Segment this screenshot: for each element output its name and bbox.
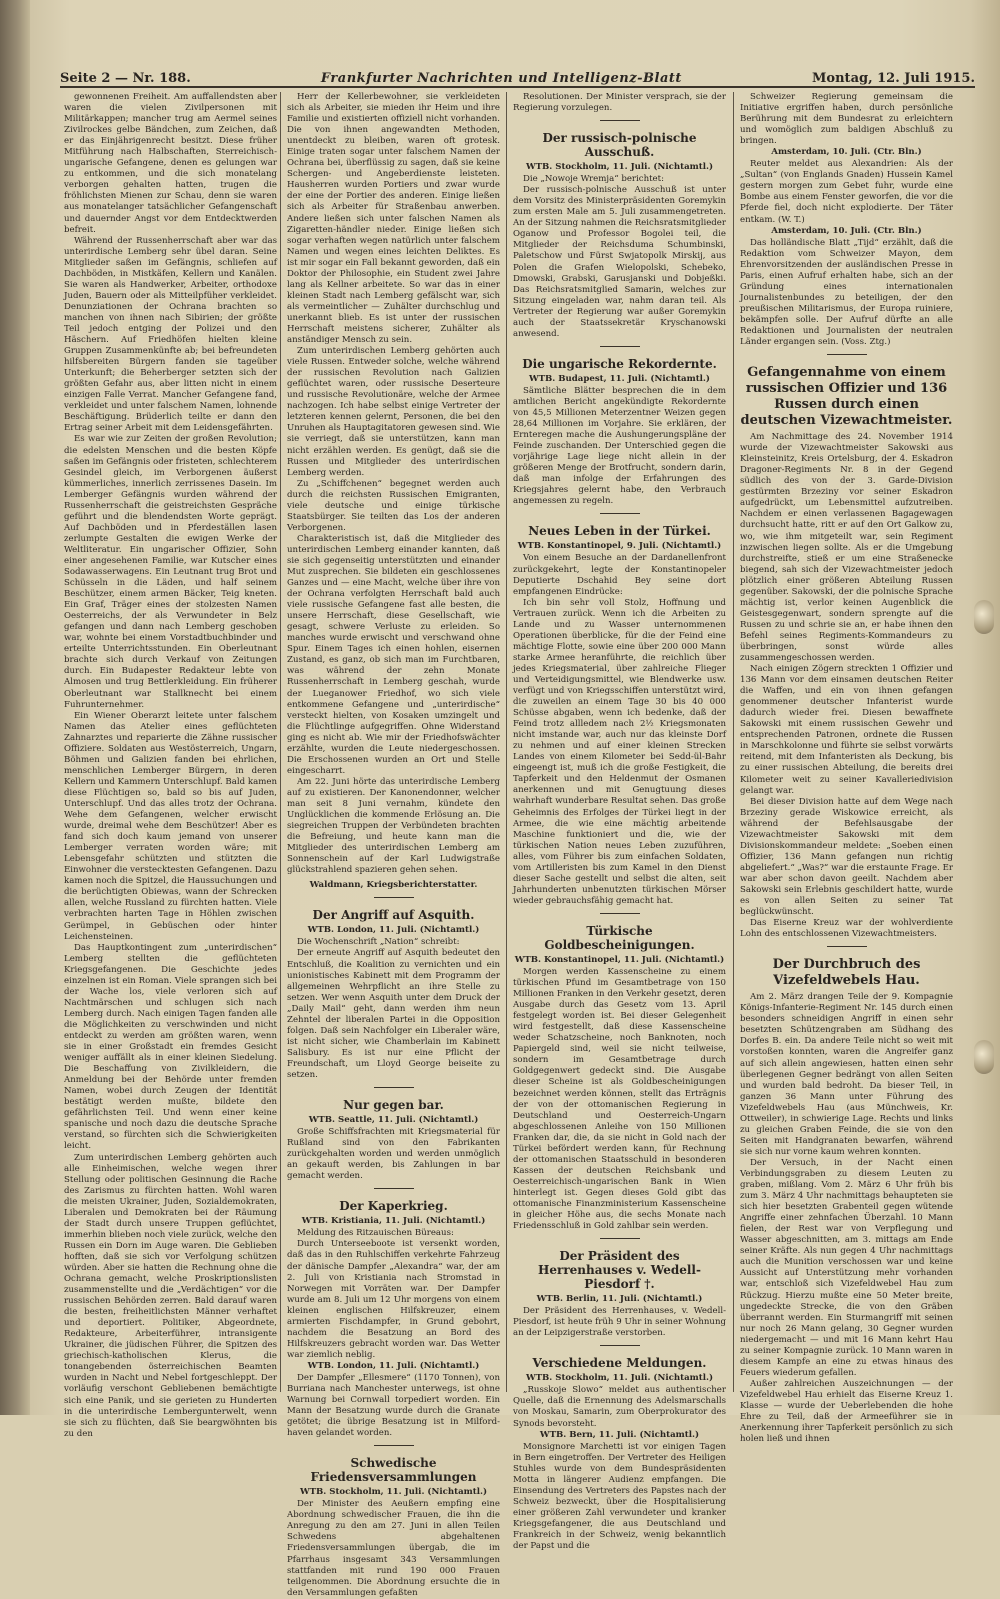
- divider: [600, 913, 640, 914]
- dateline: WTB. Stockholm, 11. Juli. (Nichtamtl.): [299, 1487, 488, 1498]
- divider: [600, 1345, 640, 1346]
- paragraph: Der Präsident des Herrenhauses, v. Wedell-Piesdorf, ist heute früh 9 Uhr in seiner Wohnung an der Leipzigerstraße verstorben.: [513, 1306, 726, 1339]
- paragraph: Der Minister des Aeußern empfing eine Abordnung schwedischer Frauen, die ihn die Anregung zu den am 27. Juni in allen Teilen Schwedens abgehaltenen Friedensversammlungen übergab, die im Pfarrhaus insgesamt 343 Versammlungen stattfanden mit rund 190 000 Frauen teilgenommen. Die Abordnung ersuchte die in den Versammlungen gefaßten: [287, 1499, 500, 1598]
- column-rule: [280, 92, 281, 1392]
- column-1: [64, 92, 277, 1439]
- dateline: WTB. London, 11. Juli. (Nichtamtl.): [307, 925, 480, 936]
- paragraph: Von einem Besuche an der Dardanellenfront zurückgekehrt, legte der Konstantinopeler Deputierte Dschahid Bey seine dort empfangenen Eindrücke:: [513, 553, 726, 597]
- headline: Die ungarische Rekordernte.: [522, 356, 717, 371]
- dateline: WTB. London, 11. Juli. (Nichtamtl.): [307, 1360, 480, 1371]
- dateline: WTB. Bern, 11. Juli. (Nichtamtl.): [539, 1429, 700, 1440]
- paragraph: Nach einigen Zögern streckten 1 Offizier und 136 Mann vor dem einsamen deutschen Reiter die Waffen, und ein von ihnen gefangen genommener deutscher Infanterist wurde dadurch wieder frei. Diesen bewaffnete Sakowski mit einem russischen Gewehr und entsprechenden Patronen, ordnete die Russen in Marschkolonne und führte sie selbst vorwärts reitend, mit dem Infanteristen als Deckung, bis zu einer russischen Abteilung, die bereits drei Kilometer weit zu seiner Kavalleriedivision gelangt war.: [740, 664, 953, 796]
- paragraph: Der Dampfer „Ellesmere“ (1170 Tonnen), von Burriana nach Manchester unterwegs, ist ohne Warnung bei Cornwall torpediert worden. Ein Mann der Besatzung wurde durch die Granate getötet; die übrige Besatzung ist in Milford-haven gelandet worden.: [287, 1372, 500, 1439]
- paragraph: Schweizer Regierung gemeinsam die Initiative ergriffen haben, durch persönliche Berührung mit dem Bundesrat zu erleichtern und womöglich zum baldigen Abschluß zu bringen.: [740, 92, 953, 147]
- dateline: WTB. Budapest, 11. Juli. (Nichtamtl.): [528, 373, 710, 384]
- column-4: [740, 92, 953, 1445]
- page-number: Seite 2 — Nr. 188.: [60, 71, 191, 86]
- binding-edge: [0, 0, 30, 1415]
- author-signature: Waldmann, Kriegsberichterstatter.: [309, 880, 478, 891]
- divider: [600, 346, 640, 347]
- masthead: [60, 60, 975, 88]
- headline: Der Durchbruch des Vizefeldwebels Hau.: [772, 957, 921, 989]
- divider: [600, 1238, 640, 1239]
- binding-hole: [974, 600, 994, 634]
- paragraph: Ich bin sehr voll Stolz, Hoffnung und Vertrauen zurück. Wenn ich die Arbeiten zu Lande und zu Wasser unternommenen Operationen überblicke, für die der Feind eine mächtige Flotte, sowie eine über 200 000 Mann starke Armee heranführte, die reichlich über jedes Kriegsmaterial, über zahlreiche Flieger und Verteidigungsmittel, wie Blendwerke usw. verfügt und von Kriegsschiffen unterstützt wird, die zuweilen an einem Tage 30 bis 40 000 Schüsse abgaben, wenn ich bedenke, daß der Feind trotz allledem nach 2½ Kriegsmonaten nicht imstande war, auch nur das kleinste Dorf zu nehmen und auf einer kleinen Strecken Landes von einem Kilometer bei Sedd-ül-Bahr eingeengt ist, muß ich die große Festigkeit, die Tapferkeit und den Heldenmut der Osmanen anerkennen und mit Genugtuung dieses wahrhaft wunderbare Resultat sehen. Das große Geheimnis des Erfolges der Türkei liegt in der Armee, die wie eine mächtig arbeitende Maschine funktioniert und die, wie der türkischen Nation neues Leben zuzuführen, alles, vom Führer bis zum einfachen Soldaten, vom Artilleristen bis zum Kamel in den Dienst dieser Sache gestellt und selbst die alten, seit Jahrhunderten unbenutzten türkischen Mörser wieder gebrauchsfähig gemacht hat.: [513, 597, 726, 906]
- dateline: WTB. Seattle, 11. Juli. (Nichtamtl.): [308, 1115, 479, 1126]
- paragraph: Morgen werden Kassenscheine zu einem türkischen Pfund im Gesamtbetrage von 150 Millionen Franken in den Verkehr gesetzt, deren Ausgabe durch das Gesetz vom 13. April festgelegt worden ist. Bei dieser Gelegenheit wird festgestellt, daß diese Kassenscheine weder Schatzscheine, noch Banknoten, noch Papiergeld sind, weil sie nicht teilweise, sondern im Gesamtbetrage durch Goldgegenwert gedeckt sind. Die Ausgabe dieser Scheine ist als Goldbescheinigungen bezeichnet werden können, stellt das Erträgnis der von der ottomanischen Regierung in Deutschland und Oesterreich-Ungarn abgeschlossenen Anleihe von 150 Millionen Franken dar, die, da sie nicht in Gold nach der Türkei befördert werden kann, für Rechnung der ottomanischen Staatsschuld in besonderen Kassen der deutschen Reichsbank und Oesterreichisch-ungarischen Bank in Wien hinterlegt ist. Gegen dieses Gold gibt das ottomanische Finanzministerium Kassenscheine in gleicher Höhe aus, die sechs Monate nach Friedensschluß in Gold zahlbar sein werden.: [513, 967, 726, 1232]
- paragraph: Das Eiserne Kreuz war der wohlverdiente Lohn des entschlossenen Vizewachtmeisters.: [740, 918, 953, 940]
- dateline: WTB. Stockholm, 11. Juli. (Nichtamtl.): [525, 1373, 714, 1384]
- divider: [600, 120, 640, 121]
- paragraph: Der Versuch, in der Nacht einen Verbindungsgraben zu diesem Leuten zu graben, mißlang. Vom 2. März 6 Uhr früh bis zum 3. März 4 Uhr nachmittags behaupteten sie sich hier besetzten Grabenteil gegen wütende Angriffe einer zehnfachen Überzahl. 10 Mann fielen, der Rest war von Verpflegung und Wasser abgeschnitten, am 3. mittags am Ende seiner Kräfte. Als nun gegen 4 Uhr nachmittags auch die Munition verschossen war und keine Aussicht auf Unterstützung mehr vorhanden war, entschloß sich Vizefeldwebel Hau zum Rückzug. Hierzu mußte eine 50 Meter breite, ungedeckte Strecke, die von den Gräben überrannt werden. Ein Sturmangriff mit seinen nur noch 26 Mann gelang, 30 Gegner wurden niedergemacht — und mit 16 Mann kehrt Hau zu seiner Kompagnie zurück. 10 Mann waren in diesem Kampfe an eine zu etwas hinaus des Feuers wiederum gefallen.: [740, 1157, 953, 1378]
- paragraph: Herr der Kellerbewohner, sie verkleideten sich als Arbeiter, sie mieden ihr Heim und ihre Familie und existierten offiziell nicht vorhanden. Die von ihnen angewandten Methoden, unentdeckt zu bleiben, waren oft grotesk. Einige traten sogar unter falschem Namen der Ochrana bei, überflüssig zu sagen, daß sie keine Schergen- und Angeberdienste leisteten. Hausherren wurden Portiers und zwar wurde der eine der Portier des anderen. Einige ließen sich als Arbeiter für Straßenbau anwerben. Andere ließen sich unter falschen Namen als Zigaretten-händler nieder. Einige ließen sich sogar verhaften wegen natürlich unter falschem Namen und wegen eines leichten Deliktes. Es ist mir sogar ein Fall bekannt geworden, daß ein Doktor der Philosophie, ein Student zwei Jahre lang als Kellner arbeitete. So war das in einer kleinen Stadt nach Lemberg gefälscht war, sich als vermeintlicher — Zuhälter durchschlug und unerkannt blieb. Es ist unter der russischen Herrschaft meistens sicherer, Zuhälter als anständiger Mensch zu sein.: [287, 92, 500, 346]
- dateline: WTB. Konstantinopel, 9. Juli. (Nichtamtl.): [517, 541, 722, 552]
- paragraph: gewonnenen Freiheit. Am auffallendsten aber waren die vielen Zivilpersonen mit Militärkappen; mancher trug am Aermel seines Zivilrockes gelbe Bändchen, zum Zeichen, daß er das Einjährigenrecht besitzt. Diese früher Mitführung nach Halbschaften, Sterreichisch-ungarische Gefangene, denen es gelungen war zu entkommen, und die sich monatelang verborgen gehalten hatten, trugen die fröhlichsten Mienen zur Schau, denn sie waren aus monatelanger tatsächlicher Gefangenschaft und dauernder Angst vor dem Entdecktwerden befreit.: [64, 92, 277, 235]
- paragraph: Zum unterirdischen Lemberg gehörten auch alle Einheimischen, welche wegen ihrer Stellung oder politischen Gesinnung die Rache des Zarismus zu fürchten hatten. Wohl waren die meisten Ukrainer, Juden, Sozialdemokraten, Liberalen und Demokraten bei der Räumung der Stadt durch unsere Truppen geflüchtet, immerhin blieben noch viele zurück, welche den Russen ein Dorn im Auge waren. Die Geblieben hofften, daß sie sich vor Verfolgung schützen würden. Aber sie hatten die Rechnung ohne die Ochrana gemacht, welche Proskriptionslisten zusammenstellte und die „Verdächtigen“ vor die russischen Behörden zerren. Bald darauf waren die besten, freiheitlichsten Männer verhaftet und deportiert. Politiker, Abgeordnete, Redakteure, Arbeiterführer, intransigente Ukrainer, die jüdischen Führer, die Spitzen des griechisch-katholischen Klerus, die tonangebenden österreichischen Beamten wurden in Nacht und Nebel fortgeschleppt. Der vorläufig verschont Gebliebenen bemächtigte sich eine Panik, und sie gerieten zu Hunderten in die unterirdische Lembergunterwelt, wenn sie sich zu flüchten, daß Sie beargwöhnten bis zu den: [64, 1152, 277, 1439]
- headline: Verschiedene Meldungen.: [532, 1356, 707, 1371]
- paragraph: Resolutionen. Der Minister versprach, sie der Regierung vorzulegen.: [513, 92, 726, 114]
- paragraph: Monsignore Marchetti ist vor einigen Tagen in Bern eingetroffen. Der Vertreter des Heiligen Stuhles wurde von dem Bundespräsidenten Motta in längerer Audienz empfangen. Die Einsendung des Vertreters des Papstes nach der Schweiz bezweckt, über die Hospitalisierung einer größeren Zahl verwundeter und kranker Kriegsgefangener, die aus Deutschland und Frankreich in der Schweiz, wenig bekanntlich der Papst und die: [513, 1441, 726, 1552]
- paragraph: Der russisch-polnische Ausschuß ist unter dem Vorsitz des Ministerpräsidenten Goremykin zum ersten Male am 5. Juli zusammengetreten. An der Sitzung nahmen die Reichsratsmitglieder Oganow und Professor Bogolei teil, die Mitglieder der Reichsduma Schumbinski, Paletschow und Fürst Swjatopolk Mirskij, aus Polen die Grafen Wielopolski, Schebeko, Dmowski, Grabski, Garusjanski und Dobjeßki. Das Reichsratsmitglied Samarin, welches zur Sitzung eingeladen war, nahm daran teil. Als Vertreter der Regierung war außer Goremykin auch der Staatssekretär Kryschanowski anwesend.: [513, 185, 726, 339]
- headline: Schwedische Friedensversammlungen: [310, 1456, 477, 1485]
- divider: [374, 1188, 414, 1189]
- headline: Der Kaperkrieg.: [339, 1199, 448, 1214]
- paragraph: Die „Nowoje Wremja“ berichtet:: [523, 174, 664, 185]
- paragraph: Außer zahlreichen Auszeichnungen — der Vizefeldwebel Hau erhielt das Eiserne Kreuz 1. Klasse — wurde der Ueberlebenden die hohe Ehre zu Teil, daß der Armeeführer sie in Anerkennung ihrer Tapferkeit persönlich zu sich holen ließ und ihnen: [740, 1378, 953, 1445]
- paragraph: Das Hauptkontingent zum „unterirdischen“ Lemberg stellten die geflüchteten Kriegsgefangenen. Die Geschichte jedes einzelnen ist ein Roman. Viele sprangen sich bei der Wache los, viele verloren sich auf Nachtmärschen und schlugen sich nach Lemberg durch. Nach einigen Tagen fanden alle die Möglichkeiten zu verschwinden und nicht entdeckt zu werden am größten waren, wenn sie in einer Großstadt ein fremdes Gesicht weniger auffällt als in einer kleinen Siedelung. Die Beschaffung von Zivilkleidern, die Anmeldung bei der Behörde unter fremden Namen, wobei durch Zeugen der Identität bestätigt werden mußte, bildete den gefährlichsten Teil. Und wenn einer keine spanische und noch dazu die deutsche Sprache verstand, so fürchten sich die Schwierigkeiten leicht.: [64, 942, 277, 1152]
- paragraph: Während der Russenherrschaft aber war das unterirdische Lemberg sehr übel daran. Seine Mitglieder saßen im Gefängnis, schliefen auf Dachböden, in Mistkäfen, Kellern und Kanälen. Sie waren als Handwerker, Arbeiter, orthodoxe Juden, Bauern oder als Mitteilpfüher verkleidet. Denunziationen der Ochrana brachten so manchen von ihnen nach Sibirien; der größte Teil jedoch entging der Polizei und den Häschern. Auf Friedhöfen hielten kleine Gruppen Zusammenkünfte ab; bei befreundeten hilfsbereiten Bürgern fanden sie tageüber Unterkunft; die Beherberger setzten sich der größten Gefahr aus, aber litten nicht in einem einzigen Falle Verrat. Mancher Gefangene fand, verkleidet und unter falschem Namen, lohnende Beschäftigung. Brüderlich teilte er dann den Ertrag seiner Arbeit mit dem Leidensgefährten.: [64, 235, 277, 434]
- paragraph: Sämtliche Blätter besprechen die in dem amtlichen Bericht angekündigte Rekordernte von 45,5 Millionen Meterzentner Weizen gegen 28,64 Millionen im Vorjahre. Sie erklären, der Ernteregen mache die Aushungerungspläne der Feinde zuschanden. Der Unterschied gegen die vorjährige Lage liege nicht allein in der größeren Menge der Brotfrucht, sondern darin, daß man infolge der Erfahrungen des Kriegsjahres gelernt habe, den Verbrauch angemessen zu regeln.: [513, 385, 726, 507]
- paragraph: Am 2. März drangen Teile der 9. Kompagnie Königs-Infanterie-Regiment Nr. 145 durch einen besonders schneidigen Angriff in einen sehr besetzten Schützengraben am Südhang des Dorfes B. ein. Da andere Teile nicht so weit mit vorstoßen konnten, waren die Angreifer ganz auf sich allein angewiesen, hatten einen sehr überlegenen Gegner bedrängt von allen Seiten und wurden bald bedroht. Da bieser Teil, in ganzen 36 Mann unter Führung des Vizefeldwebels Hau (aus Münchweis, Kr. Ottweiler), in schwierige Lage. Rechts und links zu gleichen Graben Feinde, die sie von den Seiten mit Handgranaten bewarfen, während sie sich nur vorne kaum wehren konnten.: [740, 992, 953, 1157]
- dateline: WTB. Konstantinopel, 11. Juli. (Nichtamtl.): [514, 954, 725, 965]
- paragraph: Ein Wiener Oberarzt leitete unter falschem Namen das Atelier eines geflüchteten Zahnarztes und reparierte die Zähne russischer Offiziere. Soldaten aus Westösterreich, Ungarn, Böhmen und Galizien fanden bei ehrlichen, menschlichen Lemberger Bürgern, in deren Kellern und Kammern Unterschlupf. Bald kamen diese Flüchtigen so, bald so bis auf Juden, Unterschlupf. Und das alles trotz der Ochrana. Wehe dem Gefangenen, welcher erwischt wurde, dreimal wehe dem Beschützer! Aber es fand sich doch kaum jemand von unserer Lemberger verraten worden wäre; mit Lebensgefahr schützten und stützten die Einwohner die verstecktesten Gefangenen. Dazu kamen noch die Spitzel, die Haussuchungen und die berüchtigten Obiewas, wann der Schrecken allen, welche Russland zu fürchten hatten. Viele verbrachten harten Tage in Höhlen zwischen Gerümpel, in Gebüschen oder hinter Leichensteinen.: [64, 710, 277, 942]
- column-rule: [733, 92, 734, 1392]
- paragraph: Meldung des Ritzauischen Büreaus:: [297, 1228, 454, 1239]
- dateline: WTB. Stockholm, 11. Juli. (Nichtamtl.): [525, 162, 714, 173]
- divider: [600, 513, 640, 514]
- binding-hole: [974, 1040, 994, 1074]
- paragraph: Zu „Schiffchenen“ begegnet werden auch durch die reichsten Russischen Emigranten, viele deutsche und einige türkische Staatsbürger. Sie teilten das Los der anderen Verborgenen.: [287, 478, 500, 533]
- paragraph: Am 22. Juni hörte das unterirdische Lemberg auf zu existieren. Der Kanonendonner, welcher man seit 8 Juni vernahm, kündete den Unglücklichen die kommende Erlösung an. Die siegreichen Truppen der Verbündeten brachten die Befreiung, und heute kann man die Mitglieder des unterirdischen Lemberg am Sonnenschein auf der Karl Ludwigstraße glückstrahlend spazieren gehen sehen.: [287, 776, 500, 876]
- paragraph: Charakteristisch ist, daß die Mitglieder des unterirdischen Lemberg einander kannten, daß sie sich gegenseitig unterstützten und einander Mut zusprechen. Sie bildeten ein geschlossenes Ganzes und — eine Macht, welche über ihre von der Ochrana verfolgten Herrschaft bald auch viele russische Gefangene fast alle besten, die unsere Herrschaft, diese Gesellschaft, wie gesagt, schwere Verluste zu erleiden. So manches wurde erwischt und verschwand ohne Spur. Einem Tages ich einen hohlen, eisernen Zustand, es ganz, ob sich man im Furchtbaren, was während der zehn Monate Russenherrschaft in Lemberg geschah, wurde der Lueganower Friedhof, wo sich viele entkommene Gefangene und „unterirdische“ versteckt hielten, von Kosaken umzingelt und die Flüchtlinge aufgegriffen. Ohne Widerstand ging es nicht ab. Wie mir der Friedhofswächter erzählte, wurden die Leute niedergeschossen. Die Erschossenen wurden an Ort und Stelle eingescharrt.: [287, 533, 500, 776]
- divider: [374, 1445, 414, 1446]
- dateline: Amsterdam, 10. Juli. (Ctr. Bln.): [771, 225, 922, 236]
- divider: [374, 1087, 414, 1088]
- paragraph: Das holländische Blatt „Tijd“ erzählt, daß die Redaktion vom Schweizer Mayon, dem Ehrenvorsitzenden der ausländischen Presse in Paris, einen Aufruf erhalten habe, sich an der Gründung eines internationalen Journalistenbundes zu beteiligen, der den preußischen Militarismus, der Europa ruiniere, bekämpfen solle. Der Aufruf dürfte an alle Redaktionen und Journalisten der neutralen Länder ergangen sein. (Voss. Ztg.): [740, 237, 953, 348]
- headline: Gefangennahme von einem russischen Offizier und 136 Russen durch einen deutschen Vizewachtmeister.: [740, 365, 953, 429]
- divider: [374, 897, 414, 898]
- headline: Der Präsident des Herrenhauses v. Wedell-Piesdorf †.: [538, 1249, 701, 1292]
- paragraph: Reuter meldet aus Alexandrien: Als der „Sultan“ (von Englands Gnaden) Hussein Kamel gestern morgen zum Gebet fuhr, wurde eine Bombe aus einem Fenster geworfen, die vor die Pferde fiel, doch nicht explodierte. Der Täter entkam. (W. T.): [740, 159, 953, 225]
- dateline: Amsterdam, 10. Juli. (Ctr. Bln.): [771, 147, 922, 158]
- divider: [827, 354, 867, 355]
- headline: Nur gegen bar.: [343, 1098, 444, 1113]
- paragraph: Große Schiffsfrachten mit Kriegsmaterial für Rußland sind von den Fabrikanten zurückgehalten worden und werden unmöglich an gekauft werden, bis Zahlungen in bar gemacht werden.: [287, 1127, 500, 1182]
- paragraph: „Russkoje Slowo“ meldet aus authentischer Quelle, daß die Ernennung des Adelsmarschalls von Moskau, Samarin, zum Oberprokurator des Synods bevorsteht.: [513, 1385, 726, 1429]
- column-3: [513, 92, 726, 1552]
- paragraph: Der erneute Angriff auf Asquith bedeutet den Entschluß, die Koalition zu vernichten und ein unionistisches Kabinett mit dem Programm der allgemeinen Wehrpflicht an ihre Stelle zu setzen. Wer wenn Asquith unter dem Druck der „Daily Mail“ geht, dann werden ihm neun Zehntel der liberalen Partei in die Opposition folgen. Daß sein Nachfolger ein Liberaler wäre, ist nicht sicher, wie Chamberlain im Kabinett Salisbury. Es ist nur eine Pflicht der Freundschaft, um Lloyd George beiseite zu setzen.: [287, 948, 500, 1080]
- paragraph: Am Nachmittage des 24. November 1914 wurde der Vizewachtmeister Sakowski aus Kleinsteinitz, Kreis Ortelsburg, der 4. Eskadron Dragoner-Regiments Nr. 8 in der Gegend südlich des von der 3. Garde-Division gestürmten Brzeziny vor seiner Eskadron aufgedrückt, um Lebensmittel aufzutreiben. Nachdem er einen verlassenen Bagagewagen durchsucht hatte, ritt er auf den Ort Galkow zu, wo, wie ihm mitgeteilt war, sein Regiment inzwischen liegen sollte. Als er die Umgebung durchstreifte, stieß er um eine Straßenecke biegend, sah sich der Vizewachtmeister jedoch plötzlich einer größeren Abteilung Russen gegenüber. Sakowski, der die polnische Sprache mächtig ist, verlor keinen Augenblick die Geistesgegenwart, sondern sprengte auf die Russen zu und schrie sie an, er habe ihnen den Befehl seines Regiments-Kommandeurs zu überbringen, sonst würde alles zusammengeschossen werden.: [740, 432, 953, 664]
- dateline: WTB. Berlin, 11. Juli. (Nichtamtl.): [536, 1294, 703, 1305]
- paragraph: Durch Unterseeboote ist versenkt worden, daß das in den Ruhlschiffen verkehrte Fahrzeug der dänische Dampfer „Alexandra“ war, der am 2. Juli von Kristiania nach Stromstad in Norwegen mit Vorräten war. Der Dampfer wurde am 8. Juli um 12 Uhr morgens von einem kleinen englischen Hilfskreuzer, einem armierten Fischdampfer, in Grund gebohrt, nachdem die Besatzung an Bord des Hilfskreuzers gebracht worden war. Das Wetter war ziemlich neblig.: [287, 1239, 500, 1360]
- headline: Türkische Goldbescheinigungen.: [544, 923, 695, 952]
- paragraph: Bei dieser Division hatte auf dem Wege nach Brzeziny gerade Wiskowice erreicht, als während der Befehlsausgabe der Vizewachtmeister Sakowski mit dem Divisionskommandeur meldete: „Soeben einen Offizier, 136 Mann gefangen nun richtig abgeliefert.“ „Was?“ war die erstaunte Frage. Er war aber schon davon geeilt. Nachdem aber Sakowski sein Erlebnis geschildert hatte, wurde es von allen Seiten zu seiner Tat beglückwünscht.: [740, 796, 953, 918]
- headline: Der russisch-polnische Ausschuß.: [542, 131, 697, 160]
- divider: [827, 946, 867, 947]
- paragraph: Es war wie zur Zeiten der großen Revolution; die edelsten Menschen und die besten Köpfe saßen im Gefängnis oder fristeten, schlechterem Gesindel gleich, im Verborgenen äußerst kümmerliches, innerlich zerrissenes Dasein. Im Lemberger Gefängnis wurden während der Russenherrschaft die geistreichsten Gespräche geführt und die blendendsten Worte geprägt. Auf Dachböden und in Pferdeställen lasen zerlumpte Gestalten die ewigen Werke der Weltliteratur. Ein ungarischer Offizier, Sohn einer angesehenen Familie, war Kutscher eines Sodawasserwagens. Ein Leutnant trug Brot und Schüsseln in die Läden, und half seinem Beschützer, einem armen Bäcker, Teig kneten. Ein Graf, Träger eines der stolzesten Namen Oesterreichs, der als Verwundeter in Belz gefangen und dann nach Lemberg geschoben war, wohnte bei einem Vorstadtbuchbinder und erteilte Unterrichtsstunden. Ein Oberleutnant brachte sich durch Verkauf von Zeitungen durch. Ein Budapester Redakteur lebte von Almosen und trug Bettlerkleidung. Ein früherer Oberleutnant war Stallknecht bei einem Fuhrunternehmer.: [64, 434, 277, 710]
- paragraph: Zum unterirdischen Lemberg gehörten auch viele Russen. Entweder solche, welche während der russischen Revolution nach Galizien geflüchtet waren, oder russische Deserteure und russische Revolutionäre, welche der Armee nachzogen. Ich habe selbst einige Vertreter der letzteren kennen gelernt, Personen, die bei den Unruhen als Hauptagitatoren gewesen sind. Wie sie verriegt, daß sie unterstützen, kann man nicht erzählen werden. Es genügt, daß sie die Russen und Mitglieder des unterirdischen Lemberg werden.: [287, 346, 500, 478]
- issue-date: Montag, 12. Juli 1915.: [812, 71, 975, 86]
- column-2: [287, 92, 500, 1598]
- paragraph: Die Wochenschrift „Nation“ schreibt:: [297, 937, 460, 948]
- headline: Der Angriff auf Asquith.: [312, 908, 475, 923]
- column-rule: [506, 92, 507, 1392]
- dateline: WTB. Kristiania, 11. Juli. (Nichtamtl.): [301, 1216, 486, 1227]
- headline: Neues Leben in der Türkei.: [528, 524, 711, 539]
- newspaper-title: Frankfurter Nachrichten und Intelligenz-Blatt: [320, 71, 682, 86]
